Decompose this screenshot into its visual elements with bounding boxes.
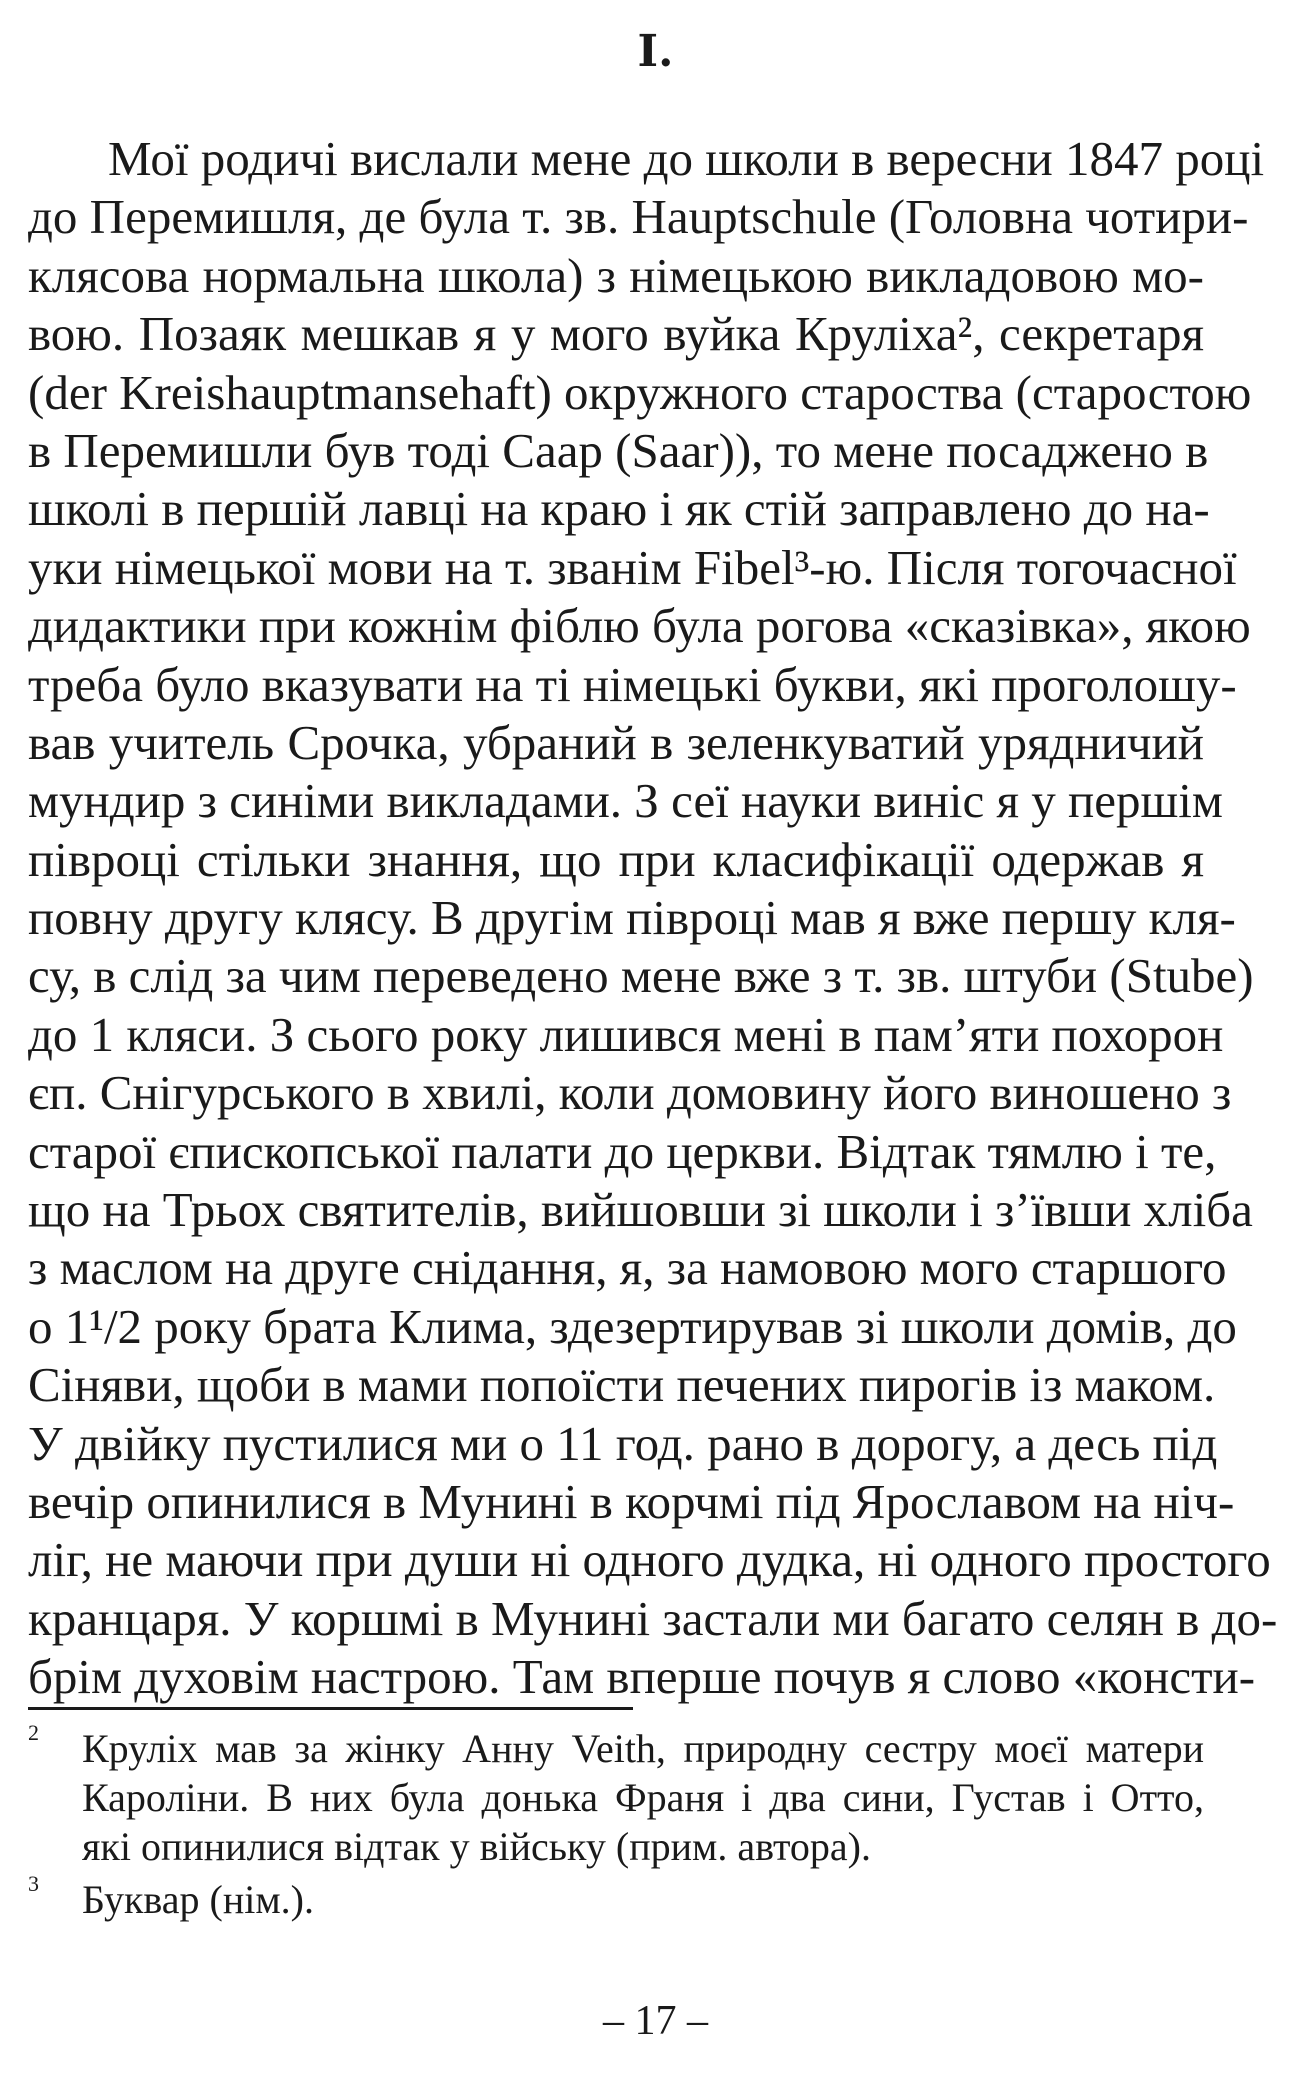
text-line: в Перемишли був тоді Саар (Saar)), то мене посаджено в	[28, 422, 1209, 478]
text-line: треба було вказувати на ті німецькі букви, які проголошу-	[28, 656, 1237, 712]
footnote-2	[28, 1720, 1204, 1871]
text-line: Мої родичі вислали мене до школи в вересни 1847 році	[108, 131, 1265, 186]
footnote-mark: 2	[28, 1720, 39, 1745]
text-line: о 1¹/2 року брата Клима, здезертирував зі школи домів, до	[28, 1298, 1237, 1354]
text-line: брім духовім настрою. Там вперше почув я слово «консти-	[28, 1649, 1256, 1705]
text-line: (der Kreishauptmansehaft) окружного староства (старостою	[28, 364, 1252, 420]
text-line: єп. Снігурського в хвилі, коли домовину його виношено з	[28, 1065, 1232, 1121]
footnote-3	[28, 1871, 1204, 1924]
text-line: школі в першій лавці на краю і як стій заправлено до на-	[28, 481, 1210, 537]
text-line: півроці стільки знання, що при класифікації одержав я	[28, 831, 1204, 887]
text-line: Сіняви, щоби в мами попоїсти печених пирогів із маком.	[28, 1357, 1216, 1413]
main-text	[28, 130, 1278, 1707]
text-line: вав учитель Срочка, убраний в зеленкуватий урядничий	[28, 714, 1204, 770]
footnote-mark: 3	[28, 1871, 39, 1896]
footnote-line: які опинилися відтак у війську (прим. автора).	[82, 1824, 871, 1869]
footnote-line: Кароліни. В них була донька Франя і два сини, Густав і Отто,	[82, 1775, 1204, 1820]
text-line: вою. Позаяк мешкав я у мого вуйка Круліха², секретаря	[28, 306, 1204, 362]
footnote-line: Буквар (нім.).	[82, 1877, 314, 1922]
text-line: повну другу клясу. В другім півроці мав я вже першу кля-	[28, 890, 1236, 946]
text-line: У двійку пустилися ми о 11 год. рано в дорогу, а десь під	[28, 1415, 1218, 1471]
text-line: до 1 кляси. З сього року лишився мені в пам’яти похорон	[28, 1006, 1224, 1062]
text-line: ліг, не маючи при души ні одного дудка, ні одного простого	[28, 1532, 1271, 1588]
chapter-heading: I.	[637, 26, 674, 77]
text-line: мундир з синіми викладами. З сеї науки виніс я у першім	[28, 773, 1223, 829]
text-line: су, в слід за чим переведено мене вже з т. зв. штуби (Stube)	[28, 948, 1254, 1004]
text-line: дидактики при кожнім фіблю була рогова «сказівка», якою	[28, 598, 1251, 654]
text-line: що на Трьох святителів, вийшовши зі школи і з’ївши хліба	[28, 1182, 1253, 1238]
text-line: старої єпископської палати до церкви. Відтак тямлю і те,	[28, 1123, 1217, 1179]
text-line: вечір опинилися в Мунині в корчмі під Ярославом на ніч-	[28, 1473, 1235, 1529]
footnote-line: Круліх мав за жінку Анну Veith, природну сестру моєї матери	[82, 1726, 1204, 1771]
text-line: з маслом на друге снідання, я, за намовою мого старшого	[28, 1240, 1227, 1296]
text-line: до Перемишля, де була т. зв. Hauptschule (Головна чотири-	[28, 189, 1249, 245]
footnote-divider	[28, 1707, 633, 1710]
footnotes	[28, 1720, 1204, 1924]
text-line: кранцаря. У коршмі в Мунині застали ми багато селян в до-	[28, 1590, 1278, 1646]
text-line: клясова нормальна школа) з німецькою викладовою мо-	[28, 247, 1204, 303]
text-line: уки німецької мови на т. званім Fibel³-ю. Після тогочасної	[28, 539, 1237, 595]
page-number: – 17 –	[603, 1998, 708, 2044]
